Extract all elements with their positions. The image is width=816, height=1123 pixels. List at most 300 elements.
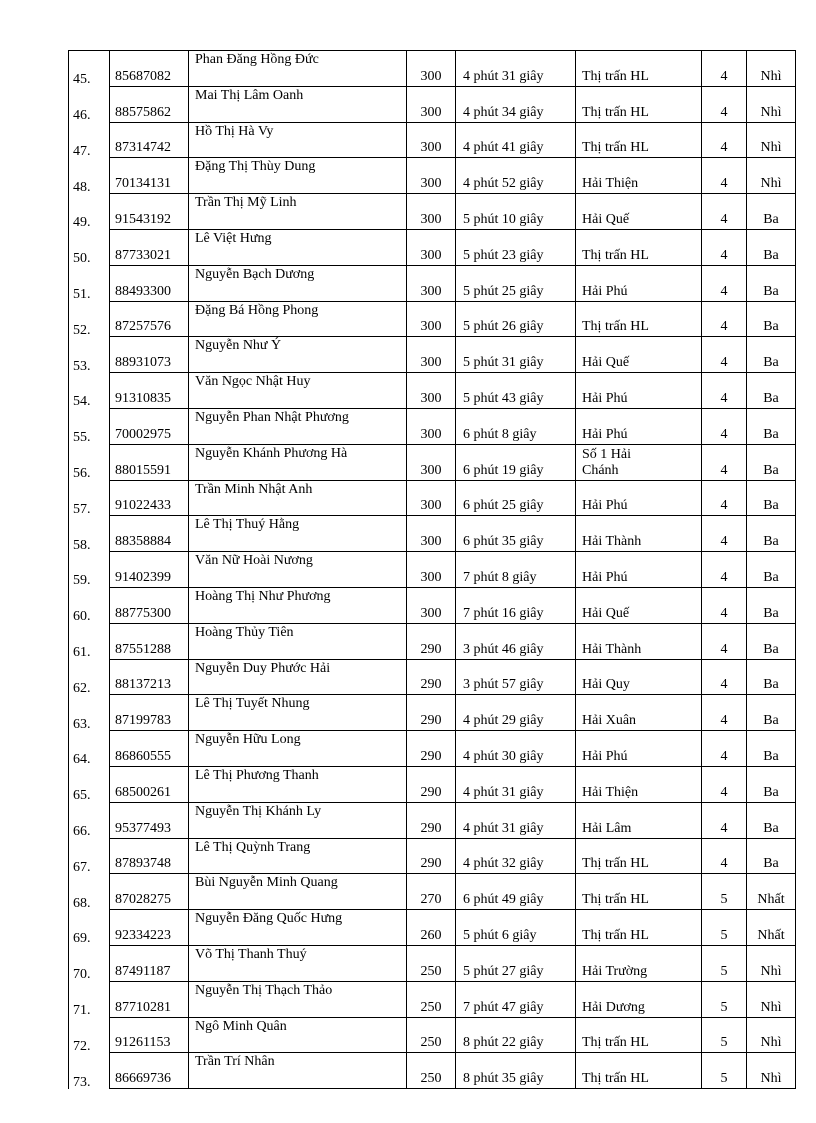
grade: 4 bbox=[720, 211, 728, 227]
prize: Ba bbox=[763, 784, 779, 800]
row-number-cell bbox=[69, 301, 110, 337]
time-taken: 6 phút 19 giây bbox=[463, 462, 544, 478]
row-number: 72. bbox=[73, 1038, 91, 1053]
student-name-cell bbox=[189, 1017, 407, 1053]
school-cell bbox=[576, 194, 702, 230]
student-name: Đặng Bá Hồng Phong bbox=[195, 302, 319, 318]
school: Hải Phú bbox=[582, 426, 628, 442]
grade-cell bbox=[702, 838, 747, 874]
row-number: 53. bbox=[73, 358, 91, 373]
score: 300 bbox=[420, 140, 442, 156]
time-taken-cell bbox=[456, 1017, 576, 1053]
candidate-id: 88775300 bbox=[115, 605, 171, 621]
score-cell bbox=[407, 766, 456, 802]
table-row bbox=[69, 158, 796, 194]
score-cell bbox=[407, 587, 456, 623]
row-number-cell bbox=[69, 265, 110, 301]
score: 290 bbox=[420, 784, 442, 800]
score: 250 bbox=[420, 963, 442, 979]
score: 300 bbox=[420, 498, 442, 514]
prize-cell bbox=[747, 659, 796, 695]
student-name: Lê Thị Thuý Hằng bbox=[195, 517, 300, 533]
school-cell bbox=[576, 802, 702, 838]
time-taken: 4 phút 30 giây bbox=[463, 748, 544, 764]
grade-cell bbox=[702, 444, 747, 480]
score: 300 bbox=[420, 462, 442, 478]
school: Hải Quế bbox=[582, 355, 630, 371]
candidate-id: 88575862 bbox=[115, 104, 171, 120]
time-taken: 5 phút 25 giây bbox=[463, 283, 544, 299]
row-number: 61. bbox=[73, 645, 91, 660]
grade-cell bbox=[702, 1017, 747, 1053]
candidate-id-cell bbox=[110, 731, 189, 767]
time-taken-cell bbox=[456, 158, 576, 194]
prize: Ba bbox=[763, 534, 779, 550]
prize: Nhì bbox=[760, 140, 782, 156]
row-number-cell bbox=[69, 659, 110, 695]
candidate-id-cell bbox=[110, 910, 189, 946]
school: Hải Phú bbox=[582, 283, 628, 299]
student-name: Phan Đăng Hồng Đức bbox=[195, 52, 319, 67]
row-number: 71. bbox=[73, 1003, 91, 1018]
grade: 4 bbox=[720, 104, 728, 120]
time-taken: 4 phút 29 giây bbox=[463, 713, 544, 729]
candidate-id-cell bbox=[110, 981, 189, 1017]
prize: Nhì bbox=[760, 176, 782, 192]
student-name-cell bbox=[189, 587, 407, 623]
prize: Ba bbox=[763, 247, 779, 263]
student-name-cell bbox=[189, 695, 407, 731]
candidate-id-cell bbox=[110, 695, 189, 731]
row-number: 57. bbox=[73, 501, 91, 516]
grade: 4 bbox=[720, 140, 728, 156]
time-taken-cell bbox=[456, 910, 576, 946]
candidate-id: 87491187 bbox=[115, 963, 171, 979]
score-cell bbox=[407, 695, 456, 731]
time-taken: 7 phút 16 giây bbox=[463, 605, 544, 621]
candidate-id-cell bbox=[110, 373, 189, 409]
prize-cell bbox=[747, 194, 796, 230]
student-name-cell bbox=[189, 265, 407, 301]
prize-cell bbox=[747, 516, 796, 552]
table-row bbox=[69, 229, 796, 265]
candidate-id: 87893748 bbox=[115, 856, 171, 872]
table-row bbox=[69, 552, 796, 588]
time-taken-cell bbox=[456, 301, 576, 337]
prize-cell bbox=[747, 301, 796, 337]
grade: 4 bbox=[720, 176, 728, 192]
candidate-id-cell bbox=[110, 659, 189, 695]
time-taken-cell bbox=[456, 945, 576, 981]
candidate-id: 87199783 bbox=[115, 713, 171, 729]
school: Hải Trường bbox=[582, 963, 648, 979]
student-name-cell bbox=[189, 301, 407, 337]
school: Thị trấn HL bbox=[582, 927, 649, 943]
score-cell bbox=[407, 301, 456, 337]
grade: 4 bbox=[720, 534, 728, 550]
candidate-id: 91543192 bbox=[115, 211, 171, 227]
score-cell bbox=[407, 659, 456, 695]
time-taken: 5 phút 27 giây bbox=[463, 963, 544, 979]
school-cell bbox=[576, 301, 702, 337]
candidate-id: 91261153 bbox=[115, 1035, 171, 1051]
table-row bbox=[69, 122, 796, 158]
candidate-id-cell bbox=[110, 516, 189, 552]
time-taken: 5 phút 6 giây bbox=[463, 927, 537, 943]
score: 300 bbox=[420, 319, 442, 335]
time-taken-cell bbox=[456, 838, 576, 874]
grade-cell bbox=[702, 229, 747, 265]
school-cell bbox=[576, 695, 702, 731]
candidate-id: 87028275 bbox=[115, 892, 171, 908]
time-taken-cell bbox=[456, 1053, 576, 1089]
school-cell bbox=[576, 265, 702, 301]
grade-cell bbox=[702, 1053, 747, 1089]
row-number-cell bbox=[69, 731, 110, 767]
candidate-id: 85687082 bbox=[115, 68, 171, 84]
score-cell bbox=[407, 444, 456, 480]
prize-cell bbox=[747, 444, 796, 480]
grade: 5 bbox=[720, 1071, 728, 1087]
score: 250 bbox=[420, 999, 442, 1015]
prize: Nhì bbox=[760, 104, 782, 120]
student-name: Trần Trí Nhân bbox=[195, 1054, 275, 1070]
prize: Ba bbox=[763, 426, 779, 442]
score-cell bbox=[407, 516, 456, 552]
table-row bbox=[69, 408, 796, 444]
school-cell bbox=[576, 444, 702, 480]
candidate-id: 87551288 bbox=[115, 641, 171, 657]
score: 260 bbox=[420, 927, 442, 943]
school-cell bbox=[576, 516, 702, 552]
school: Hải Quế bbox=[582, 605, 630, 621]
score-cell bbox=[407, 408, 456, 444]
student-name-cell bbox=[189, 945, 407, 981]
prize: Nhì bbox=[760, 999, 782, 1015]
prize-cell bbox=[747, 587, 796, 623]
row-number-cell bbox=[69, 695, 110, 731]
time-taken: 6 phút 25 giây bbox=[463, 498, 544, 514]
score: 300 bbox=[420, 426, 442, 442]
table-row bbox=[69, 981, 796, 1017]
row-number-cell bbox=[69, 802, 110, 838]
prize: Ba bbox=[763, 713, 779, 729]
candidate-id: 68500261 bbox=[115, 784, 171, 800]
time-taken-cell bbox=[456, 444, 576, 480]
candidate-id-cell bbox=[110, 1053, 189, 1089]
score-cell bbox=[407, 945, 456, 981]
prize: Ba bbox=[763, 355, 779, 371]
score: 250 bbox=[420, 1071, 442, 1087]
school-cell bbox=[576, 408, 702, 444]
student-name: Bùi Nguyễn Minh Quang bbox=[195, 875, 338, 891]
candidate-id-cell bbox=[110, 158, 189, 194]
school: Hải Xuân bbox=[582, 713, 637, 729]
candidate-id: 95377493 bbox=[115, 820, 171, 836]
prize-cell bbox=[747, 1017, 796, 1053]
score-cell bbox=[407, 623, 456, 659]
row-number: 63. bbox=[73, 716, 91, 731]
prize: Nhất bbox=[757, 892, 785, 908]
row-number: 68. bbox=[73, 895, 91, 910]
prize: Ba bbox=[763, 283, 779, 299]
prize-cell bbox=[747, 981, 796, 1017]
row-number-cell bbox=[69, 158, 110, 194]
candidate-id: 87257576 bbox=[115, 319, 171, 335]
candidate-id: 87710281 bbox=[115, 999, 171, 1015]
row-number-cell bbox=[69, 945, 110, 981]
grade-cell bbox=[702, 373, 747, 409]
grade-cell bbox=[702, 587, 747, 623]
score-cell bbox=[407, 373, 456, 409]
time-taken-cell bbox=[456, 480, 576, 516]
prize: Ba bbox=[763, 641, 779, 657]
table-row bbox=[69, 695, 796, 731]
candidate-id-cell bbox=[110, 265, 189, 301]
score-cell bbox=[407, 1017, 456, 1053]
student-name: Nguyễn Như Ý bbox=[195, 338, 282, 354]
time-taken: 8 phút 35 giây bbox=[463, 1071, 544, 1087]
row-number-cell bbox=[69, 480, 110, 516]
row-number: 49. bbox=[73, 215, 91, 230]
grade-cell bbox=[702, 265, 747, 301]
time-taken-cell bbox=[456, 802, 576, 838]
row-number: 50. bbox=[73, 251, 91, 266]
score: 290 bbox=[420, 641, 442, 657]
prize-cell bbox=[747, 945, 796, 981]
school-cell bbox=[576, 623, 702, 659]
table-row bbox=[69, 587, 796, 623]
score-cell bbox=[407, 838, 456, 874]
grade-cell bbox=[702, 408, 747, 444]
score: 300 bbox=[420, 247, 442, 263]
time-taken-cell bbox=[456, 86, 576, 122]
score: 300 bbox=[420, 569, 442, 585]
school: Hải Lâm bbox=[582, 820, 632, 836]
table-row bbox=[69, 265, 796, 301]
candidate-id-cell bbox=[110, 1017, 189, 1053]
time-taken-cell bbox=[456, 731, 576, 767]
student-name: Nguyễn Khánh Phương Hà bbox=[195, 445, 348, 461]
student-name-cell bbox=[189, 122, 407, 158]
student-name: Hoàng Thủy Tiên bbox=[195, 624, 294, 640]
grade: 4 bbox=[720, 713, 728, 729]
score-cell bbox=[407, 229, 456, 265]
grade-cell bbox=[702, 194, 747, 230]
row-number-cell bbox=[69, 838, 110, 874]
school-cell bbox=[576, 1017, 702, 1053]
table-row bbox=[69, 731, 796, 767]
table-row bbox=[69, 301, 796, 337]
row-number: 48. bbox=[73, 179, 91, 194]
student-name: Lê Việt Hưng bbox=[195, 230, 272, 246]
prize: Ba bbox=[763, 605, 779, 621]
row-number-cell bbox=[69, 910, 110, 946]
student-name: Mai Thị Lâm Oanh bbox=[195, 87, 304, 103]
score: 250 bbox=[420, 1035, 442, 1051]
grade: 4 bbox=[720, 641, 728, 657]
row-number: 56. bbox=[73, 466, 91, 481]
school: Hải Thiện bbox=[582, 784, 639, 800]
table-row bbox=[69, 337, 796, 373]
score: 270 bbox=[420, 892, 442, 908]
time-taken-cell bbox=[456, 337, 576, 373]
school-cell bbox=[576, 731, 702, 767]
school-cell bbox=[576, 552, 702, 588]
time-taken: 7 phút 8 giây bbox=[463, 569, 537, 585]
candidate-id: 88358884 bbox=[115, 534, 171, 550]
time-taken: 4 phút 41 giây bbox=[463, 140, 544, 156]
time-taken: 6 phút 49 giây bbox=[463, 892, 544, 908]
table-row bbox=[69, 51, 796, 87]
student-name-cell bbox=[189, 516, 407, 552]
student-name-cell bbox=[189, 623, 407, 659]
score-cell bbox=[407, 265, 456, 301]
candidate-id-cell bbox=[110, 587, 189, 623]
student-name: Văn Nữ Hoài Nương bbox=[195, 553, 313, 569]
table-row bbox=[69, 516, 796, 552]
grade: 4 bbox=[720, 462, 728, 478]
school: Thị trấn HL bbox=[582, 1035, 649, 1051]
row-number: 47. bbox=[73, 143, 91, 158]
time-taken-cell bbox=[456, 623, 576, 659]
candidate-id-cell bbox=[110, 229, 189, 265]
prize-cell bbox=[747, 910, 796, 946]
candidate-id-cell bbox=[110, 51, 189, 87]
prize: Nhất bbox=[757, 927, 785, 943]
school: Thị trấn HL bbox=[582, 856, 649, 872]
candidate-id-cell bbox=[110, 623, 189, 659]
prize: Nhì bbox=[760, 1071, 782, 1087]
grade: 5 bbox=[720, 963, 728, 979]
table-row bbox=[69, 910, 796, 946]
grade-cell bbox=[702, 981, 747, 1017]
row-number-cell bbox=[69, 408, 110, 444]
prize: Ba bbox=[763, 211, 779, 227]
row-number: 65. bbox=[73, 788, 91, 803]
candidate-id: 91310835 bbox=[115, 390, 171, 406]
prize-cell bbox=[747, 802, 796, 838]
score-cell bbox=[407, 1053, 456, 1089]
prize-cell bbox=[747, 51, 796, 87]
table-row bbox=[69, 874, 796, 910]
time-taken: 3 phút 46 giây bbox=[463, 641, 544, 657]
candidate-id: 88493300 bbox=[115, 283, 171, 299]
row-number-cell bbox=[69, 552, 110, 588]
row-number-cell bbox=[69, 1053, 110, 1089]
grade-cell bbox=[702, 802, 747, 838]
score: 300 bbox=[420, 68, 442, 84]
table-row bbox=[69, 659, 796, 695]
student-name: Nguyễn Phan Nhật Phương bbox=[195, 409, 349, 425]
grade-cell bbox=[702, 945, 747, 981]
prize: Nhì bbox=[760, 68, 782, 84]
candidate-id-cell bbox=[110, 945, 189, 981]
grade: 4 bbox=[720, 856, 728, 872]
row-number: 70. bbox=[73, 967, 91, 982]
student-name-cell bbox=[189, 408, 407, 444]
student-name-cell bbox=[189, 51, 407, 87]
school: Hải Quy bbox=[582, 677, 630, 693]
table-row bbox=[69, 802, 796, 838]
school: Thị trấn HL bbox=[582, 68, 649, 84]
row-number: 62. bbox=[73, 680, 91, 695]
score-cell bbox=[407, 731, 456, 767]
student-name-cell bbox=[189, 480, 407, 516]
row-number-cell bbox=[69, 229, 110, 265]
grade-cell bbox=[702, 86, 747, 122]
score: 290 bbox=[420, 748, 442, 764]
time-taken-cell bbox=[456, 408, 576, 444]
prize-cell bbox=[747, 337, 796, 373]
grade: 4 bbox=[720, 355, 728, 371]
candidate-id-cell bbox=[110, 480, 189, 516]
school: Số 1 Hải Chánh bbox=[582, 446, 631, 478]
prize-cell bbox=[747, 265, 796, 301]
time-taken-cell bbox=[456, 659, 576, 695]
grade-cell bbox=[702, 337, 747, 373]
candidate-id-cell bbox=[110, 766, 189, 802]
student-name: Nguyễn Đăng Quốc Hưng bbox=[195, 911, 343, 927]
score: 300 bbox=[420, 534, 442, 550]
school-cell bbox=[576, 1053, 702, 1089]
score-cell bbox=[407, 802, 456, 838]
score: 290 bbox=[420, 820, 442, 836]
student-name: Đặng Thị Thùy Dung bbox=[195, 159, 316, 175]
student-name: Hồ Thị Hà Vy bbox=[195, 123, 274, 139]
student-name: Văn Ngọc Nhật Huy bbox=[195, 374, 311, 390]
grade: 4 bbox=[720, 820, 728, 836]
results-table bbox=[68, 50, 796, 1089]
student-name: Nguyễn Thị Thạch Thảo bbox=[195, 982, 333, 998]
grade-cell bbox=[702, 552, 747, 588]
school: Hải Phú bbox=[582, 390, 628, 406]
row-number: 46. bbox=[73, 108, 91, 123]
time-taken-cell bbox=[456, 229, 576, 265]
table-row bbox=[69, 194, 796, 230]
school: Hải Quế bbox=[582, 211, 630, 227]
student-name-cell bbox=[189, 86, 407, 122]
time-taken: 8 phút 22 giây bbox=[463, 1035, 544, 1051]
student-name: Nguyễn Thị Khánh Ly bbox=[195, 803, 322, 819]
time-taken: 5 phút 31 giây bbox=[463, 355, 544, 371]
school-cell bbox=[576, 480, 702, 516]
school: Thị trấn HL bbox=[582, 140, 649, 156]
school-cell bbox=[576, 86, 702, 122]
school-cell bbox=[576, 158, 702, 194]
grade-cell bbox=[702, 51, 747, 87]
school: Thị trấn HL bbox=[582, 319, 649, 335]
school-cell bbox=[576, 229, 702, 265]
grade: 4 bbox=[720, 784, 728, 800]
row-number-cell bbox=[69, 194, 110, 230]
candidate-id: 87314742 bbox=[115, 140, 171, 156]
prize: Ba bbox=[763, 820, 779, 836]
prize: Nhì bbox=[760, 1035, 782, 1051]
row-number-cell bbox=[69, 373, 110, 409]
candidate-id-cell bbox=[110, 86, 189, 122]
prize-cell bbox=[747, 158, 796, 194]
score-cell bbox=[407, 337, 456, 373]
score-cell bbox=[407, 122, 456, 158]
candidate-id: 86669736 bbox=[115, 1071, 171, 1087]
grade: 4 bbox=[720, 748, 728, 764]
school-cell bbox=[576, 587, 702, 623]
row-number: 73. bbox=[73, 1074, 91, 1089]
time-taken-cell bbox=[456, 265, 576, 301]
candidate-id: 86860555 bbox=[115, 748, 171, 764]
student-name-cell bbox=[189, 194, 407, 230]
